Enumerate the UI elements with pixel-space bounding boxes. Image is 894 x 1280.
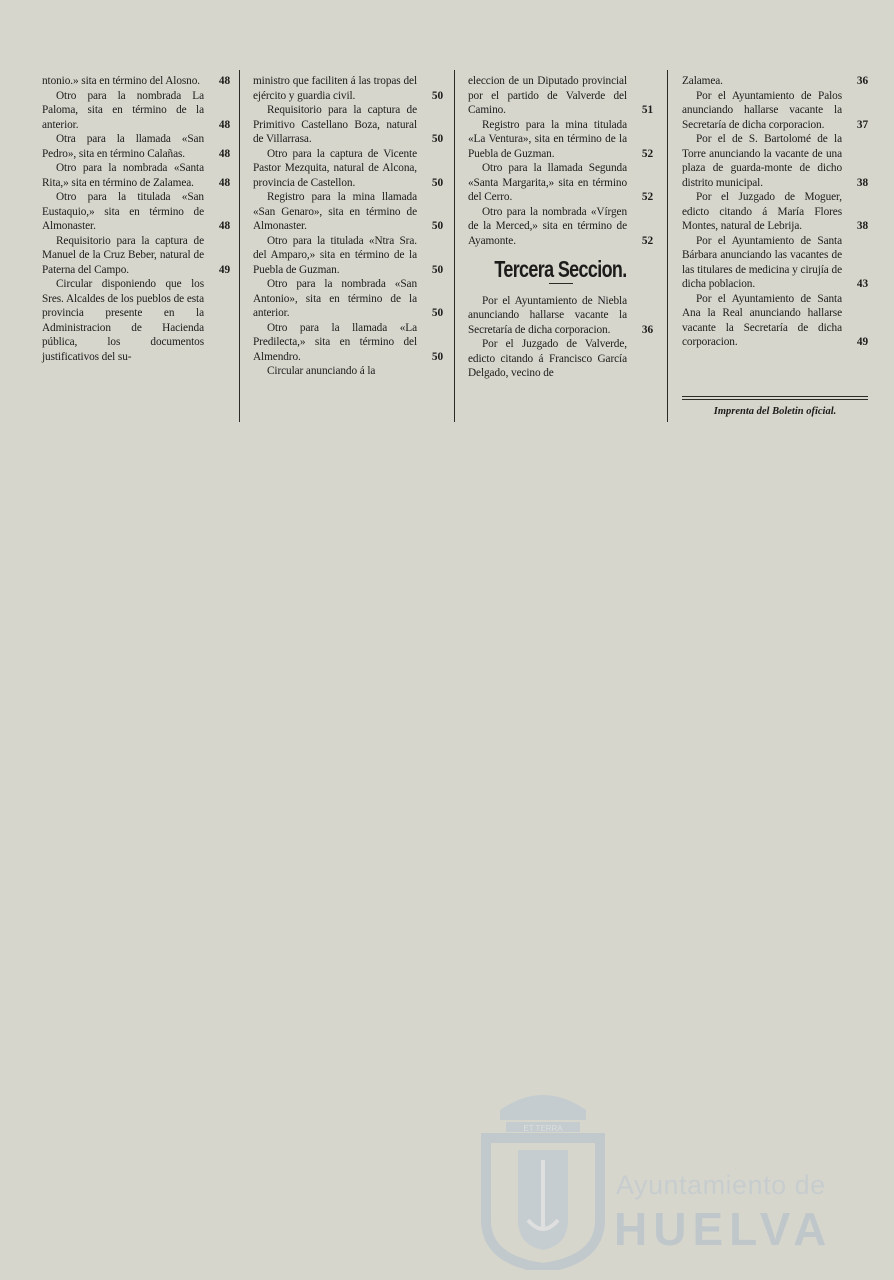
index-entry bbox=[42, 277, 230, 364]
index-entry bbox=[253, 74, 443, 103]
section-divider bbox=[549, 283, 573, 284]
watermark-line-1: Ayuntamiento de bbox=[616, 1170, 826, 1200]
page-number: 52 bbox=[641, 191, 653, 203]
seal-text: ET TERRA bbox=[523, 1124, 563, 1133]
index-entry-text: Por el Ayuntamiento de Santa Bárbara anunciando las vacantes de las titulares de medicina y cirujía de dicha poblacion. bbox=[682, 234, 842, 290]
index-entry-text: Otro para la captura de Vicente Pastor Mezquita, natural de Alcona, provincia de Castellon. bbox=[253, 147, 417, 189]
index-entry-text: Por el Juzgado de Valverde, edicto citando á Francisco García Delgado, vecino de bbox=[468, 338, 627, 379]
index-entry-text: Circular anunciando á la bbox=[267, 365, 376, 377]
index-entry-text: Por el Ayuntamiento de Niebla anunciando hallarse vacante la Secretaría de dicha corporacion. bbox=[468, 294, 627, 336]
index-entry bbox=[682, 292, 868, 350]
index-entry bbox=[682, 190, 868, 234]
index-entry-text: eleccion de un Diputado provincial por el partido de Valverde del Camino. bbox=[468, 75, 627, 116]
index-entry-text: Registro para la mina llamada «San Genaro», sita en término de Almonaster. bbox=[253, 191, 417, 232]
index-entry-text: Otro para la nombrada «San Antonio», sita en término de la anterior. bbox=[253, 278, 417, 319]
column-rule bbox=[667, 70, 668, 422]
index-entry bbox=[42, 234, 230, 278]
index-column-4 bbox=[682, 74, 868, 350]
index-entry-text: Requisitorio para la captura de Manuel de la Cruz Beber, natural de Paterna del Campo. bbox=[42, 234, 204, 276]
page-number: 38 bbox=[856, 220, 868, 232]
index-entry bbox=[253, 321, 443, 365]
index-entry-text: Registro para la mina titulada «La Ventura», sita en término de la Puebla de Guzman. bbox=[468, 118, 627, 160]
index-entry bbox=[682, 74, 868, 89]
index-entry-text: Requisitorio para la captura de Primitivo Castellano Boza, natural de Villarrasa. bbox=[253, 104, 417, 145]
page-number: 36 bbox=[641, 323, 653, 336]
index-entry-text: Otro para la llamada «La Predilecta,» sita en término del Almendro. bbox=[253, 321, 417, 363]
index-column-3-section-entries bbox=[468, 294, 653, 381]
index-column-3 bbox=[468, 74, 653, 381]
index-entry-text: Otro para la titulada «Ntra Sra. del Amparo,» sita en término de la Puebla de Guzman. bbox=[253, 234, 417, 276]
index-entry-text: Por el de S. Bartolomé de la Torre anunciando la vacante de una plaza de guarda-monte de dicho distrito municipal. bbox=[682, 133, 842, 189]
index-entry-text: Circular disponiendo que los Sres. Alcaldes de los pueblos de esta provincia presente en la Administracion de Hacienda pública, los documentos justificativos del su- bbox=[42, 278, 204, 363]
index-entry-text: ntonio.» sita en término del Alosno. bbox=[42, 75, 200, 87]
column-rule bbox=[239, 70, 240, 422]
index-entry bbox=[253, 277, 443, 321]
page-number: 43 bbox=[856, 278, 868, 290]
page-number: 48 bbox=[218, 118, 230, 131]
imprint-footer bbox=[682, 396, 868, 417]
index-entry bbox=[253, 103, 443, 147]
archive-watermark bbox=[478, 1080, 858, 1270]
index-entry-text: Por el Juzgado de Moguer, edicto citando á María Flores Montes, natural de Lebrija. bbox=[682, 191, 842, 232]
page-number: 50 bbox=[431, 263, 443, 276]
index-entry bbox=[468, 294, 653, 338]
index-entry-text: Otro para la nombrada La Paloma, sita en término de la anterior. bbox=[42, 89, 204, 131]
watermark-line-2: HUELVA bbox=[614, 1203, 833, 1255]
index-entry bbox=[42, 74, 230, 89]
page-number: 52 bbox=[641, 147, 653, 160]
page-number: 38 bbox=[856, 176, 868, 189]
index-entry-text: Por el Ayuntamiento de Palos anunciando hallarse vacante la Secretaría de dicha corporacion. bbox=[682, 89, 842, 131]
page-number: 36 bbox=[856, 75, 868, 87]
index-entry bbox=[253, 190, 443, 234]
column-rule bbox=[454, 70, 455, 422]
index-entry-text: Otra para la llamada «San Pedro», sita en término Calañas. bbox=[42, 133, 204, 160]
index-entry bbox=[682, 234, 868, 292]
page-number: 50 bbox=[431, 307, 443, 319]
page-number: 37 bbox=[856, 118, 868, 131]
page-number: 50 bbox=[431, 220, 443, 232]
page-number: 50 bbox=[431, 350, 443, 363]
index-entry bbox=[682, 132, 868, 190]
index-column-1 bbox=[42, 74, 230, 364]
index-entry bbox=[468, 118, 653, 162]
imprint-double-rule bbox=[682, 396, 868, 400]
page-number: 48 bbox=[218, 147, 230, 160]
section-heading: Tercera Seccion. bbox=[494, 256, 627, 282]
index-entry-text: Otro para la llamada Segunda «Santa Margarita,» sita en término del Cerro. bbox=[468, 162, 627, 203]
coat-of-arms-seal-icon bbox=[478, 1080, 608, 1270]
index-entry-text: Otro para la nombrada «Santa Rita,» sita en término de Zalamea. bbox=[42, 162, 204, 189]
index-entry bbox=[253, 364, 443, 379]
index-entry bbox=[468, 337, 653, 381]
index-entry bbox=[468, 161, 653, 205]
index-entry-text: Zalamea. bbox=[682, 75, 723, 87]
page-number: 52 bbox=[641, 234, 653, 247]
page-number: 48 bbox=[218, 75, 230, 87]
index-entry bbox=[42, 89, 230, 133]
index-entry-text: Otro para la titulada «San Eustaquio,» sita en término de Almonaster. bbox=[42, 191, 204, 232]
index-entry bbox=[253, 234, 443, 278]
page-number: 49 bbox=[856, 336, 868, 348]
index-entry bbox=[42, 132, 230, 161]
page-number: 50 bbox=[431, 89, 443, 102]
index-entry bbox=[42, 190, 230, 234]
page-number: 50 bbox=[431, 176, 443, 189]
page-number: 48 bbox=[218, 220, 230, 232]
page-number: 50 bbox=[431, 133, 443, 145]
index-entry bbox=[253, 147, 443, 191]
index-entry-text: ministro que faciliten á las tropas del ejército y guardia civil. bbox=[253, 75, 417, 102]
page-number: 49 bbox=[218, 263, 230, 276]
index-entry-text: Por el Ayuntamiento de Santa Ana la Real anunciando hallarse vacante la Secretaría de dicha corporacion. bbox=[682, 292, 842, 348]
imprint-text: Imprenta del Boletin oficial. bbox=[713, 406, 837, 417]
page-number: 48 bbox=[218, 176, 230, 189]
index-entry bbox=[682, 89, 868, 133]
index-entry bbox=[42, 161, 230, 190]
index-entry-text: Otro para la nombrada «Vírgen de la Merced,» sita en término de Ayamonte. bbox=[468, 205, 627, 247]
page-number: 51 bbox=[641, 104, 653, 116]
index-column-2 bbox=[253, 74, 443, 379]
index-entry bbox=[468, 74, 653, 118]
index-column-3-entries bbox=[468, 74, 653, 248]
index-entry bbox=[468, 205, 653, 249]
